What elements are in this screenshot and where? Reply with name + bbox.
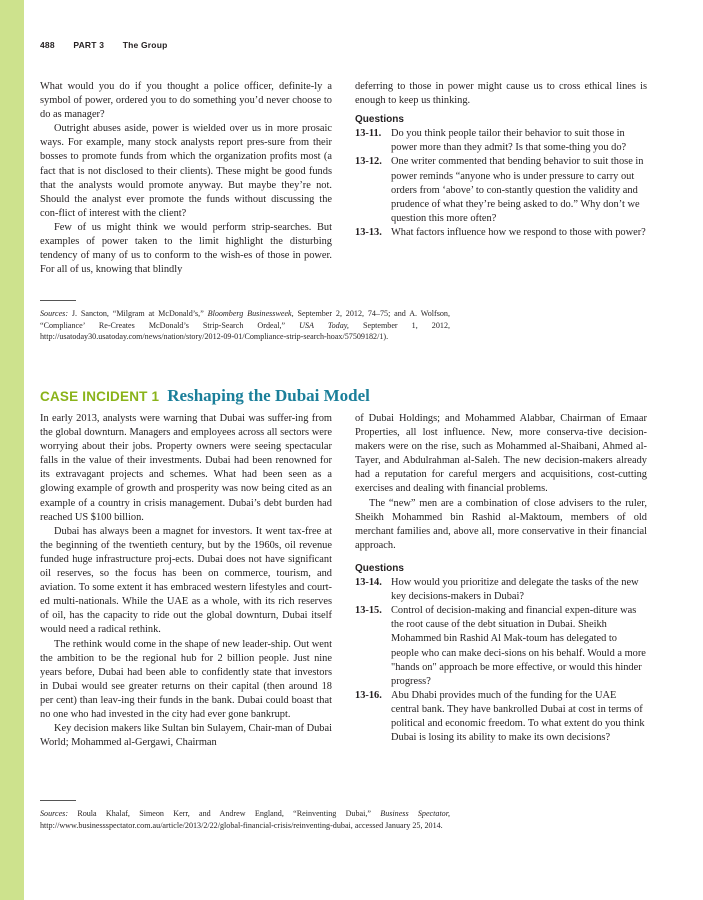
top-right-column (355, 80, 647, 240)
sources-text: September 2, 2012, 74–75; and A. Wolfson, “Compliance’ Re-Creates McDonald’s Strip-Search Ordeal,” (40, 309, 450, 330)
question-number: 13-12. (355, 156, 382, 168)
top-left-column (40, 80, 332, 277)
paragraph: Key decision makers like Sultan bin Sulayem, Chair-man of Dubai World; Mohammed al-Gergawi, Chairman (40, 723, 332, 749)
paragraph: The “new” men are a combination of close advisers to the ruler, Sheikh Mohammed bin Rashid al-Maktoum, members of old merchant families and, above all, more conservative in their financial approach. (355, 497, 647, 551)
question-item (355, 576, 647, 604)
running-header (40, 40, 184, 50)
sources-text: Roula Khalaf, Simeon Kerr, and Andrew England, “Reinventing Dubai,” (77, 809, 371, 818)
question-item (355, 604, 647, 689)
question-item (355, 226, 647, 240)
bottom-right-column (355, 412, 647, 745)
question-text: One writer commented that bending behavior to suit those in power reminds “anyone who is under pressure to carry out orders from ‘above’ to con-stantly question the validity and prudence of what they’re being asked to do.” Why don’t we question this more often? (391, 156, 644, 224)
question-text: How would you prioritize and delegate the tasks of the new key decisions-makers in Dubai? (391, 577, 639, 603)
question-item (355, 689, 647, 745)
case-incident-heading (40, 386, 370, 406)
sources-note (40, 308, 450, 343)
paragraph: In early 2013, analysts were warning that Dubai was suffer-ing from the global downturn. Managers and employees across all sectors were worrying about their jobs. Property owners were seeing spectacular falls in the value of their investments. Dubai had been renowned for its extravagant projects and schemes. What had been seen as a glowing example of growth and prosperity was now being cited as an example of a country in crisis management. Dubai’s debt burden had reached US $100 billion. (40, 413, 332, 523)
sources-label: Sources: (40, 809, 69, 818)
case-label: CASE INCIDENT 1 (40, 389, 160, 404)
sources-note (40, 808, 450, 831)
paragraph: What would you do if you thought a police officer, definite-ly a symbol of power, ordered you to do something you’d never choose to do as manager? (40, 81, 332, 121)
question-number: 13-14. (355, 577, 382, 589)
sources-publication: Bloomberg Businessweek, (207, 309, 294, 318)
sources-publication: Business Spectator, (380, 809, 451, 818)
sources-label: Sources: (40, 309, 69, 318)
question-number: 13-15. (355, 605, 382, 617)
question-text: What factors influence how we respond to those with power? (391, 226, 646, 238)
paragraph: Outright abuses aside, power is wielded over us in more prosaic ways. For example, many stock analysts report pres-sure from their bosses to promote funds from which the organization profits most (a fact that is not disclosed to their clients). These might be good funds that the analysts would promote anyway. But maybe they’re not. Should the analyst ever promote the funds without discussing the con-flict of interest with the client? (40, 123, 332, 219)
question-number: 13-13. (355, 226, 382, 238)
paragraph: deferring to those in power might cause us to cross ethical lines is enough to keep us thinking. (355, 81, 647, 107)
footnote-rule (40, 800, 76, 801)
questions-heading: Questions (355, 114, 404, 126)
sources-text: J. Sancton, “Milgram at McDonald’s,” (71, 309, 204, 318)
footnote-rule (40, 300, 76, 301)
margin-color-stripe (0, 0, 24, 900)
question-text: Control of decision-making and financial expen-diture was the root cause of the debt situation in Dubai. Sheikh Mohammed bin Rashid Al Mak-toum has delegated to people who can make deci-sions on his behalf. Would a more "hands on" approach be more effective, or would this hinder progress? (391, 605, 646, 687)
sources-text: http://www.businessspectator.com.au/article/2013/2/22/global-financial-crisis/reinventing-dubai, accessed January 25, 2014. (40, 820, 443, 830)
paragraph: The rethink would come in the shape of new leader-ship. Out went the ambition to be the regional hub for 2 billion people. Just nine years before, Dubai had been able to confidently state that investors in Dubai would see greater returns on their capital (then around 18 per cent) than leav-ing their funds in the bank. Dubai could boast that no one who had invested in the city had ever gone bankrupt. (40, 638, 332, 720)
questions-heading: Questions (355, 562, 404, 574)
question-text: Do you think people tailor their behavior to suit those in power more than they admit? Is that some-thing you do? (391, 128, 627, 154)
part-label: PART 3 (73, 40, 105, 50)
question-number: 13-11. (355, 128, 382, 140)
page-number: 488 (40, 40, 55, 50)
question-item (355, 127, 647, 155)
bottom-left-column (40, 412, 332, 750)
paragraph: Few of us might think we would perform strip-searches. But examples of power taken to the limit highlight the disturbing tendency of many of us to conform to the wish-es of those in power. For all of us, knowing that blindly (40, 221, 332, 276)
sources-publication: USA Today, (299, 320, 349, 330)
paragraph: Dubai has always been a magnet for investors. It went tax-free at the beginning of the twentieth century, but by the 1960s, oil revenue funded huge infrastructure proj-ects. Dubai does not have significant oil reserves, so the focus has been on commerce, tourism, and aviation. To some extent it has embraced western lifestyles and court-ed multi-nationals. While the UAE as a whole, with its rich reserves of oil, has the capacity to ride out the global downturn, Dubai itself would need a radical rethink. (40, 525, 332, 636)
question-item (355, 155, 647, 225)
section-label: The Group (122, 40, 168, 50)
sources-text: September 1, 2012, http://usatoday30.usatoday.com/news/nation/story/2012-09-01/Compliance-strip-search-hoax/57509182/1). (40, 320, 451, 342)
question-number: 13-16. (355, 689, 382, 701)
paragraph: of Dubai Holdings; and Mohammed Alabbar, Chairman of Emaar Properties, all lost influence. New, more conserva-tive decision-makers were on the rise, such as Mohammed al-Shaibani, Ahmed al-Tayer, and Abdulrahman al-Saleh. The new decision-makers already had a reputation for careful mergers and acquisitions, cost-cutting exercises and dealing with financial problems. (355, 413, 647, 495)
question-text: Abu Dhabi provides much of the funding for the UAE central bank. They have bankrolled Dubai at cost in terms of political and economic freedom. To what extent do you think Dubai is losing its ability to make its own decisions? (391, 689, 645, 744)
case-title: Reshaping the Dubai Model (167, 386, 370, 405)
